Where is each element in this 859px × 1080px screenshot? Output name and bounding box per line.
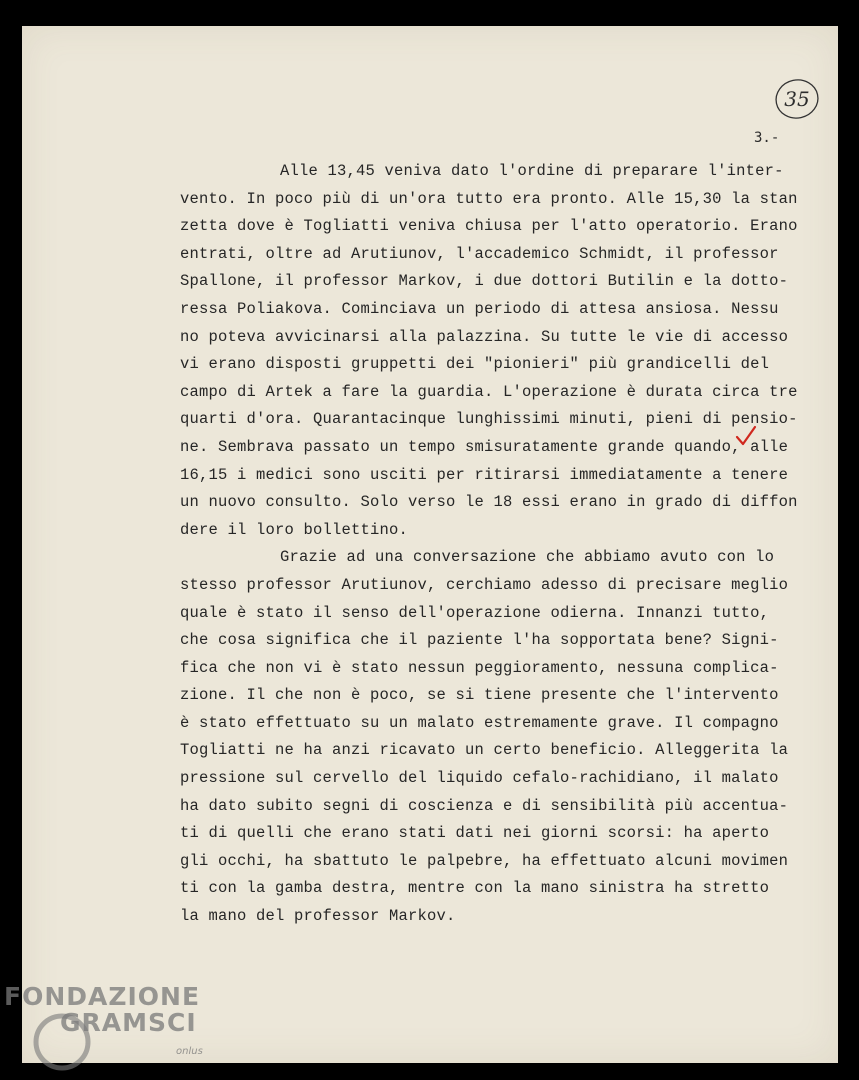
text-line: zetta dove è Togliatti veniva chiusa per l'atto operatorio. Erano — [180, 217, 798, 236]
paragraph — [180, 544, 820, 930]
text-line: ha dato subito segni di coscienza e di sensibilità più accentua- — [180, 796, 789, 815]
paragraph — [180, 158, 820, 544]
text-line: no poteva avvicinarsi alla palazzina. Su tutte le vie di accesso — [180, 327, 789, 346]
watermark-line-1: FONDAZIONE — [4, 982, 201, 1011]
typed-page-number: 3.- — [754, 130, 780, 146]
watermark — [4, 982, 203, 1057]
text-line: pressione sul cervello del liquido cefalo-rachidiano, il malato — [180, 769, 779, 788]
text-line: ti di quelli che erano stati dati nei giorni scorsi: ha aperto — [180, 824, 770, 843]
circled-page-number-text: 35 — [784, 87, 810, 111]
text-line: ne. Sembrava passato un tempo smisuratamente grande quando, alle — [180, 437, 789, 456]
text-line: è stato effettuato su un malato estremamente grave. Il compagno — [180, 713, 779, 732]
text-line: la mano del professor Markov. — [180, 907, 456, 926]
text-line: vi erano disposti gruppetti dei "pionieri" più grandicelli del — [180, 355, 770, 374]
text-line: gli occhi, ha sbattuto le palpebre, ha effettuato alcuni movimen — [180, 851, 789, 870]
text-line: vento. In poco più di un'ora tutto era pronto. Alle 15,30 la stan — [180, 189, 798, 208]
typewritten-body — [180, 158, 820, 931]
text-line: Grazie ad una conversazione che abbiamo avuto con lo — [280, 548, 775, 567]
text-line: quarti d'ora. Quarantacinque lunghissimi minuti, pieni di pensio- — [180, 410, 798, 429]
text-line: dere il loro bollettino. — [180, 520, 409, 539]
text-line: entrati, oltre ad Arutiunov, l'accademico Schmidt, il professor — [180, 244, 779, 263]
text-line: ti con la gamba destra, mentre con la mano sinistra ha stretto — [180, 879, 770, 898]
text-line: Spallone, il professor Markov, i due dottori Butilin e la dotto- — [180, 272, 789, 291]
text-line: quale è stato il senso dell'operazione odierna. Innanzi tutto, — [180, 603, 770, 622]
text-line: Alle 13,45 veniva dato l'ordine di preparare l'inter- — [280, 162, 784, 180]
text-line: un nuovo consulto. Solo verso le 18 essi erano in grado di diffon — [180, 493, 798, 512]
red-correction-mark-icon — [734, 424, 758, 448]
watermark-line-2: GRAMSCI — [60, 1008, 197, 1037]
text-line: ressa Poliakova. Cominciava un periodo di attesa ansiosa. Nessu — [180, 299, 779, 318]
text-line: campo di Artek a fare la guardia. L'operazione è durata circa tre — [180, 382, 798, 401]
text-line: fica che non vi è stato nessun peggioramento, nessuna complica- — [180, 658, 779, 677]
text-line: che cosa significa che il paziente l'ha sopportata bene? Signi- — [180, 631, 779, 650]
text-line: zione. Il che non è poco, se si tiene presente che l'intervento — [180, 686, 779, 705]
circled-page-number — [774, 76, 820, 122]
text-line: Togliatti ne ha anzi ricavato un certo beneficio. Alleggerita la — [180, 741, 789, 760]
text-line: 16,15 i medici sono usciti per ritirarsi immediatamente a tenere — [180, 465, 789, 484]
text-line: stesso professor Arutiunov, cerchiamo adesso di precisare meglio — [180, 575, 789, 594]
watermark-line-3: onlus — [176, 1046, 203, 1057]
